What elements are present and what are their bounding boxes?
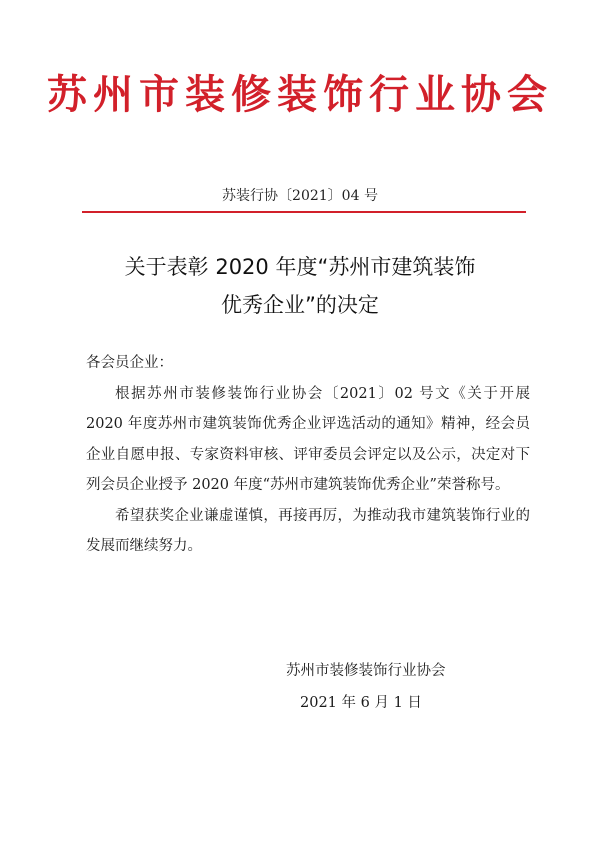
header-divider — [82, 211, 526, 213]
signature-organization: 苏州市装修装饰行业协会 — [286, 663, 446, 679]
body-paragraph-2: 希望获奖企业谦虚谨慎，再接再厉，为推动我市建筑装饰行业的发展而继续努力。 — [86, 507, 530, 554]
document-title-line-1: 关于表彰 2020 年度“苏州市建筑装饰 — [124, 255, 476, 279]
document-title-line-2: 优秀企业”的决定 — [221, 293, 379, 317]
body-paragraph-1: 根据苏州市装修装饰行业协会〔2021〕02 号文《关于开展 2020 年度苏州市建筑装饰优秀企业评选活动的通知》精神，经会员企业自愿申报、专家资料审核、评审委员会评定以及公示，决定对下列会员企业授予 2020 年度“苏州市建筑装饰优秀企业”荣誉称号。 — [86, 385, 530, 493]
document-title — [0, 248, 600, 324]
document-body — [86, 348, 530, 562]
organization-header: 苏州市装修装饰行业协会 — [47, 71, 553, 118]
signature-date: 2021 年 6 月 1 日 — [300, 695, 422, 711]
salutation: 各会员企业： — [86, 355, 173, 371]
document-number: 苏装行协〔2021〕04 号 — [222, 188, 378, 204]
